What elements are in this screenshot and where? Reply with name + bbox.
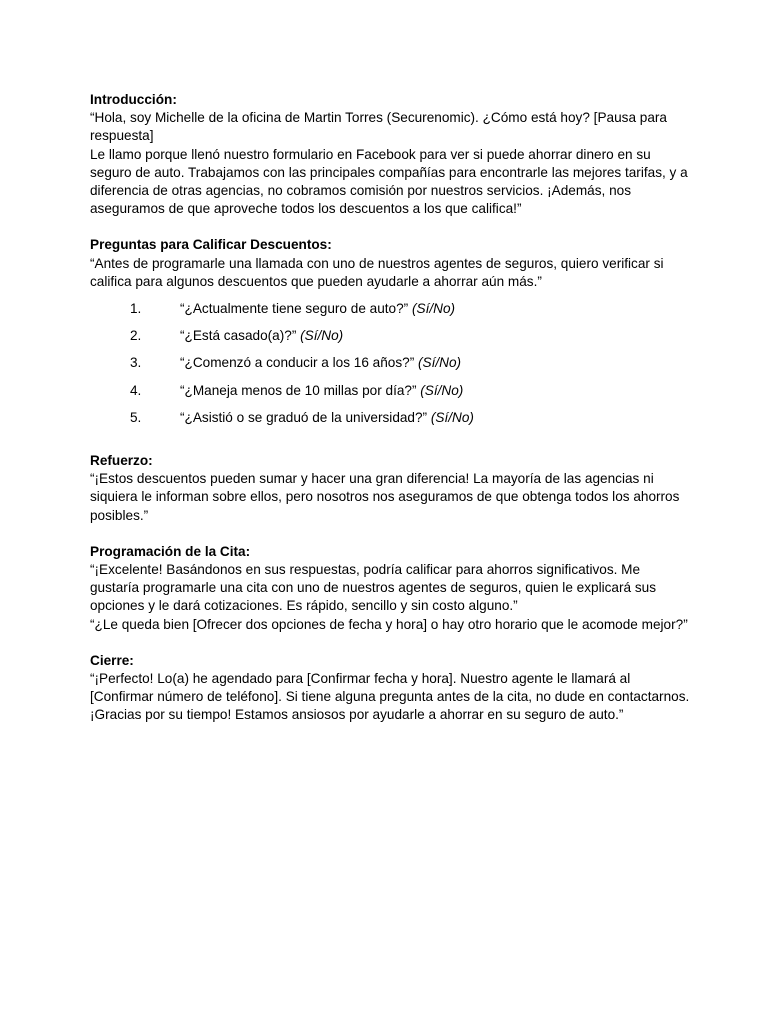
list-item-answer: (Sí/No) [300, 328, 344, 344]
reinforcement-paragraph: “¡Estos descuentos pueden sumar y hacer una gran diferencia! La mayoría de las agencias ni siquiera le informan sobre ellos, pero nosotros nos aseguramos de que obtenga todos los ahorros posibles.” [90, 471, 680, 523]
intro-paragraph-1: “Hola, soy Michelle de la oficina de Martin Torres (Securenomic). ¿Cómo está hoy? [Pausa para respuesta] [90, 110, 667, 144]
closing-paragraph: “¡Perfecto! Lo(a) he agendado para [Confirmar fecha y hora]. Nuestro agente le llamará al [Confirmar número de teléfono]. Si tiene alguna pregunta antes de la cita, no dude en contactarnos. ¡Gracias por su tiempo! Estamos ansiosos por ayudarle a ahorrar en su seguro de auto.” [90, 671, 690, 723]
list-item-number: 3. [130, 355, 142, 371]
list-item-text: “¿Asistió o se graduó de la universidad?” [180, 409, 428, 425]
closing-heading: Cierre: [90, 652, 134, 668]
questions-list [90, 300, 690, 427]
list-item [90, 300, 690, 318]
document-page [90, 91, 690, 743]
list-item-answer: (Sí/No) [412, 301, 456, 317]
reinforcement-heading: Refuerzo: [90, 452, 153, 468]
questions-paragraph: “Antes de programarle una llamada con uno de nuestros agentes de seguros, quiero verificar si califica para algunos descuentos que pueden ayudarle a ahorrar aún más.” [90, 255, 664, 289]
list-item-text: “¿Comenzó a conducir a los 16 años?” [180, 355, 415, 371]
list-item [90, 409, 690, 427]
scheduling-paragraph-1: “¡Excelente! Basándonos en sus respuestas, podría calificar para ahorros significativos. Me gustaría programarle una cita con uno de nuestros agentes de seguros, quien le explicará sus opciones y le dará cotizaciones. Es rápido, sencillo y sin costo alguno.” [90, 561, 656, 614]
list-item-number: 2. [130, 328, 142, 344]
list-item-number: 5. [130, 409, 142, 425]
scheduling-heading: Programación de la Cita: [90, 543, 251, 559]
intro-paragraph-2: Le llamo porque llenó nuestro formulario en Facebook para ver si puede ahorrar dinero en su seguro de auto. Trabajamos con las principales compañías para encontrarle las mejores tarifas, y a diferencia de otras agencias, no cobramos comisión por nuestros servicios. ¡Además, nos aseguramos de que aproveche todos los descuentos a los que califica!” [90, 146, 688, 217]
list-item-number: 1. [130, 301, 142, 317]
list-item [90, 354, 690, 372]
list-item-answer: (Sí/No) [430, 409, 474, 425]
reinforcement-section [90, 452, 690, 525]
intro-section [90, 91, 690, 218]
list-item [90, 327, 690, 345]
list-item-answer: (Sí/No) [420, 382, 464, 398]
list-item-text: “¿Actualmente tiene seguro de auto?” [180, 301, 409, 317]
intro-heading: Introducción: [90, 92, 177, 107]
questions-section [90, 236, 690, 427]
list-item-answer: (Sí/No) [418, 355, 462, 371]
list-item [90, 382, 690, 400]
list-item-number: 4. [130, 382, 142, 398]
scheduling-paragraph-2: “¿Le queda bien [Ofrecer dos opciones de fecha y hora] o hay otro horario que le acomode mejor?” [90, 616, 688, 632]
closing-section [90, 652, 690, 725]
list-item-text: “¿Maneja menos de 10 millas por día?” [180, 382, 417, 398]
scheduling-section [90, 543, 690, 634]
questions-heading: Preguntas para Calificar Descuentos: [90, 237, 332, 253]
list-item-text: “¿Está casado(a)?” [180, 328, 297, 344]
